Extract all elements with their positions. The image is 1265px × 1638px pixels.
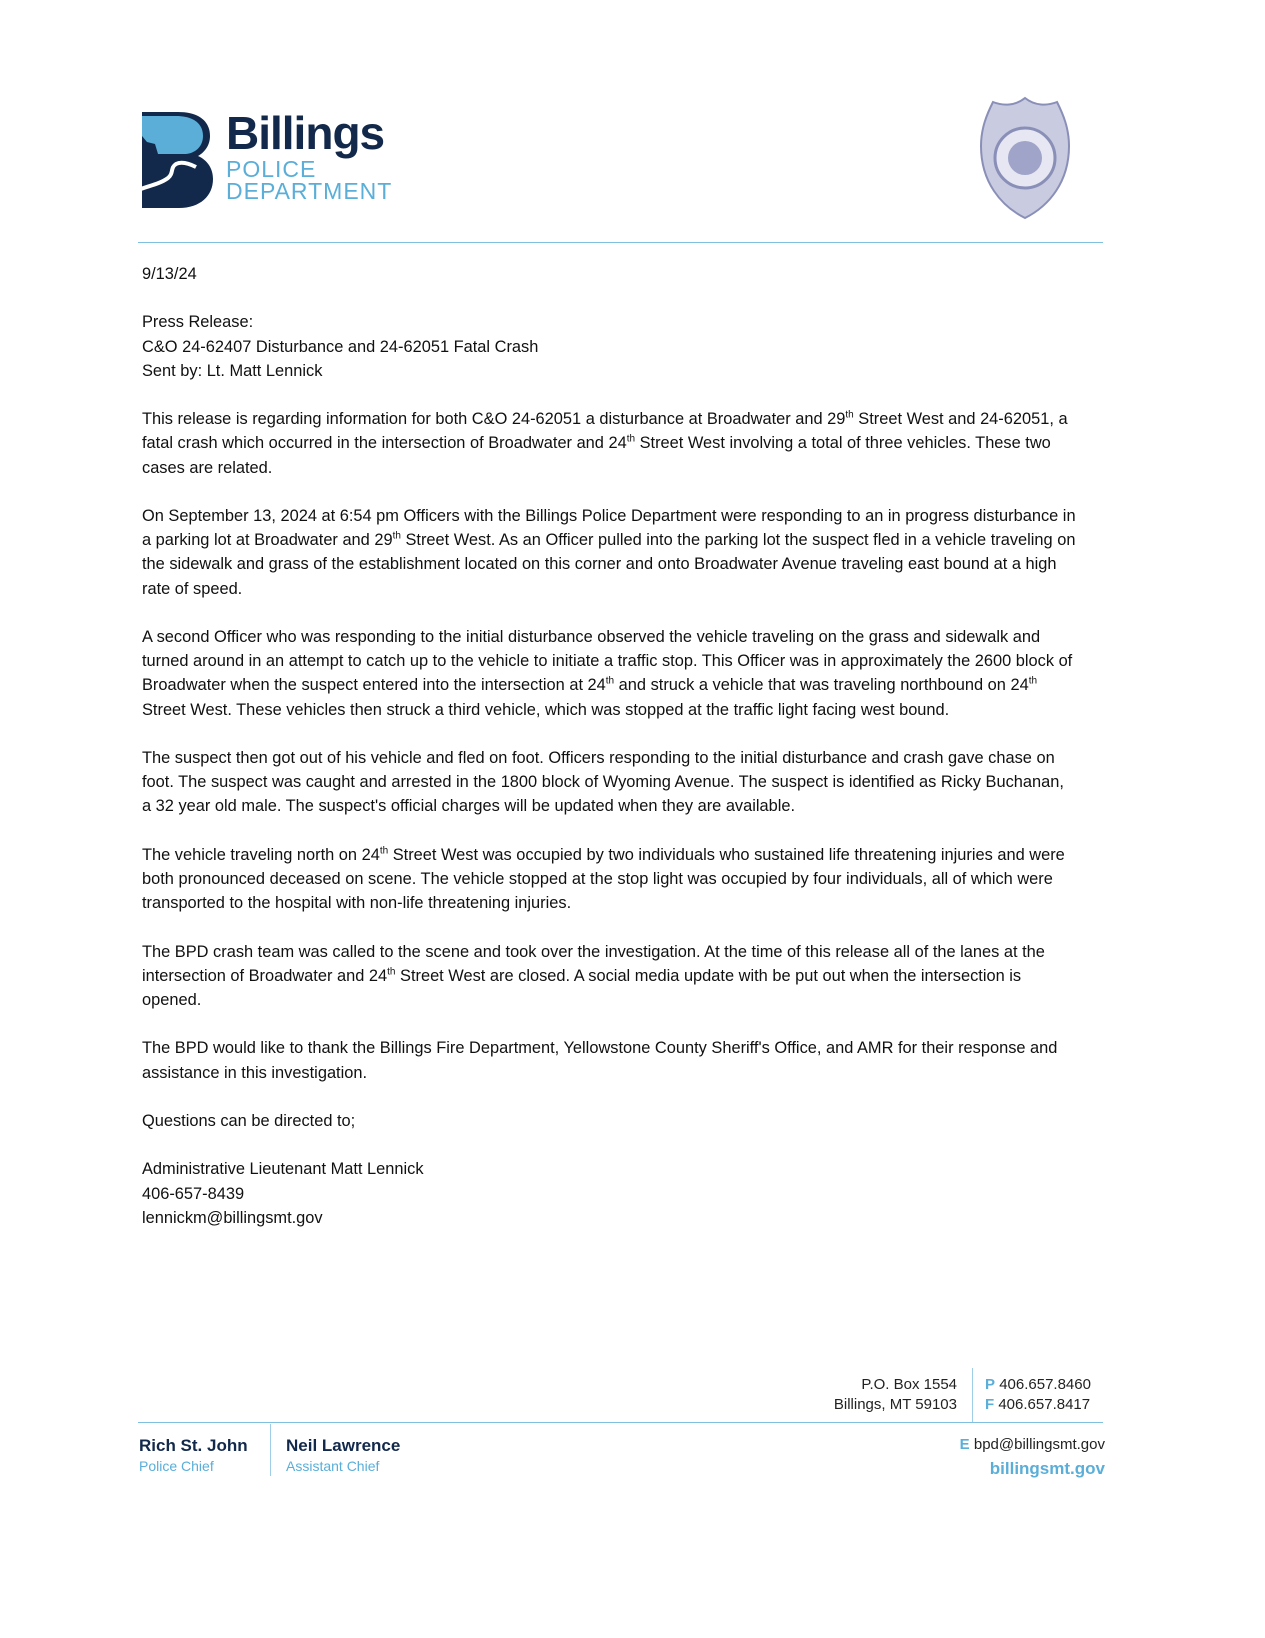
text: Street West. These vehicles then struck a third vehicle, which was stopped at the traffic light facing west bound.	[142, 700, 950, 719]
contact-name: Administrative Lieutenant Matt Lennick	[142, 1160, 424, 1179]
text: Street West. As an Officer pulled into the parking lot the suspect fled in a vehicle traveling on the sidewalk and grass of the establishment located on this corner and onto Broadwater Avenue traveling east bound at a high rate of speed.	[142, 531, 1076, 598]
logo-department: DEPARTMENT	[226, 178, 393, 204]
sup: th	[845, 409, 854, 421]
paragraph-8: Questions can be directed to;	[142, 1111, 356, 1130]
footer-divider	[270, 1424, 271, 1476]
address-line-2: Billings, MT 59103	[833, 1396, 957, 1413]
contact-phone: 406-657-8439	[142, 1184, 245, 1203]
footer-website[interactable]: billingsmt.gov	[989, 1459, 1105, 1478]
sup: th	[626, 433, 636, 445]
heading-sender: Sent by: Lt. Matt Lennick	[142, 361, 323, 380]
assistant-chief-name: Neil Lawrence	[286, 1436, 401, 1455]
sup: th	[605, 675, 615, 687]
assistant-chief-block	[286, 1436, 400, 1476]
paragraph-2	[142, 504, 1077, 601]
heading-case: C&O 24-62407 Disturbance and 24-62051 Fatal Crash	[142, 337, 539, 356]
sup: th	[392, 530, 401, 542]
sup: th	[387, 966, 396, 978]
sup: th	[1028, 675, 1038, 687]
chief-block	[139, 1436, 248, 1476]
text: Street West are closed. A social media update with be put out when the intersection is opened.	[142, 966, 1022, 1009]
phone-label: P	[985, 1376, 996, 1393]
text: Street West involving a total of three vehicles. These two cases are related.	[142, 434, 1051, 477]
footer-address	[834, 1375, 957, 1415]
text: Street West was occupied by two individuals who sustained life threatening injuries and were both pronounced deceased on scene. The vehicle stopped at the stop light was occupied by four individuals, all of which were transported to the hospital with non-life threatening injuries.	[142, 845, 1065, 913]
logo-title: Billings	[226, 107, 385, 159]
contact-email[interactable]: lennickm@billingsmt.gov	[142, 1208, 323, 1227]
chief-role: Police Chief	[139, 1458, 214, 1474]
text: On September 13, 2024 at 6:54 pm Officers with the Billings Police Department were responding to an in progress disturbance in a parking lot at Broadwater and 29	[142, 506, 1076, 550]
footer-divider	[972, 1368, 973, 1422]
footer-email[interactable]: bpd@billingsmt.gov	[973, 1436, 1105, 1453]
heading-label: Press Release:	[142, 313, 254, 332]
footer-web	[960, 1435, 1105, 1479]
fax: 406.657.8417	[998, 1396, 1091, 1413]
release-date: 9/13/24	[142, 265, 197, 283]
release-body	[142, 262, 1077, 1254]
text: A second Officer who was responding to the initial disturbance observed the vehicle traveling on the grass and sidewalk and turned around in an attempt to catch up to the vehicle to initiate a traffic stop. This Officer was in approximately the 2600 block of Broadwater when the suspect entered into the intersection at 24	[142, 627, 1073, 695]
fax-label: F	[985, 1396, 995, 1413]
header-divider	[138, 242, 1103, 243]
contact-block	[142, 1157, 1077, 1230]
chief-name: Rich St. John	[139, 1436, 248, 1455]
paragraph-6	[142, 940, 1077, 1013]
paragraph-7: The BPD would like to thank the Billings Fire Department, Yellowstone County Sheriff's Office, and AMR for their response and assistance in this investigation.	[142, 1039, 1058, 1082]
logo-text	[226, 108, 392, 202]
sup: th	[379, 845, 389, 857]
paragraph-4: The suspect then got out of his vehicle and fled on foot. Officers responding to the initial disturbance and crash gave chase on foot. The suspect was caught and arrested in the 1800 block of Wyoming Avenue. The suspect is identified as Ricky Buchanan, a 32 year old male. The suspect's official charges will be updated when they are available.	[142, 748, 1064, 816]
text: Street West and 24-62051, a fatal crash which occurred in the intersection of Broadwater and 24	[142, 410, 1068, 453]
paragraph-5	[142, 843, 1077, 916]
footer-rule	[138, 1422, 1103, 1423]
billings-b-logo	[138, 112, 213, 208]
footer-phones	[985, 1375, 1091, 1415]
assistant-chief-role: Assistant Chief	[286, 1458, 380, 1474]
logo-police: POLICE	[226, 156, 317, 182]
text: The vehicle traveling north on 24	[142, 845, 380, 864]
phone: 406.657.8460	[999, 1376, 1091, 1393]
paragraph-3	[142, 625, 1077, 722]
text: and struck a vehicle that was traveling northbound on 24	[614, 676, 1029, 695]
text: This release is regarding information for both C&O 24-62051 a disturbance at Broadwater and 29	[142, 410, 846, 429]
police-badge-seal	[978, 94, 1073, 222]
address-line-1: P.O. Box 1554	[861, 1376, 957, 1393]
email-label: E	[959, 1436, 970, 1453]
paragraph-1	[142, 407, 1077, 480]
release-heading	[142, 310, 1077, 383]
text: The BPD crash team was called to the scene and took over the investigation. At the time of this release all of the lanes at the intersection of Broadwater and 24	[142, 942, 1045, 985]
